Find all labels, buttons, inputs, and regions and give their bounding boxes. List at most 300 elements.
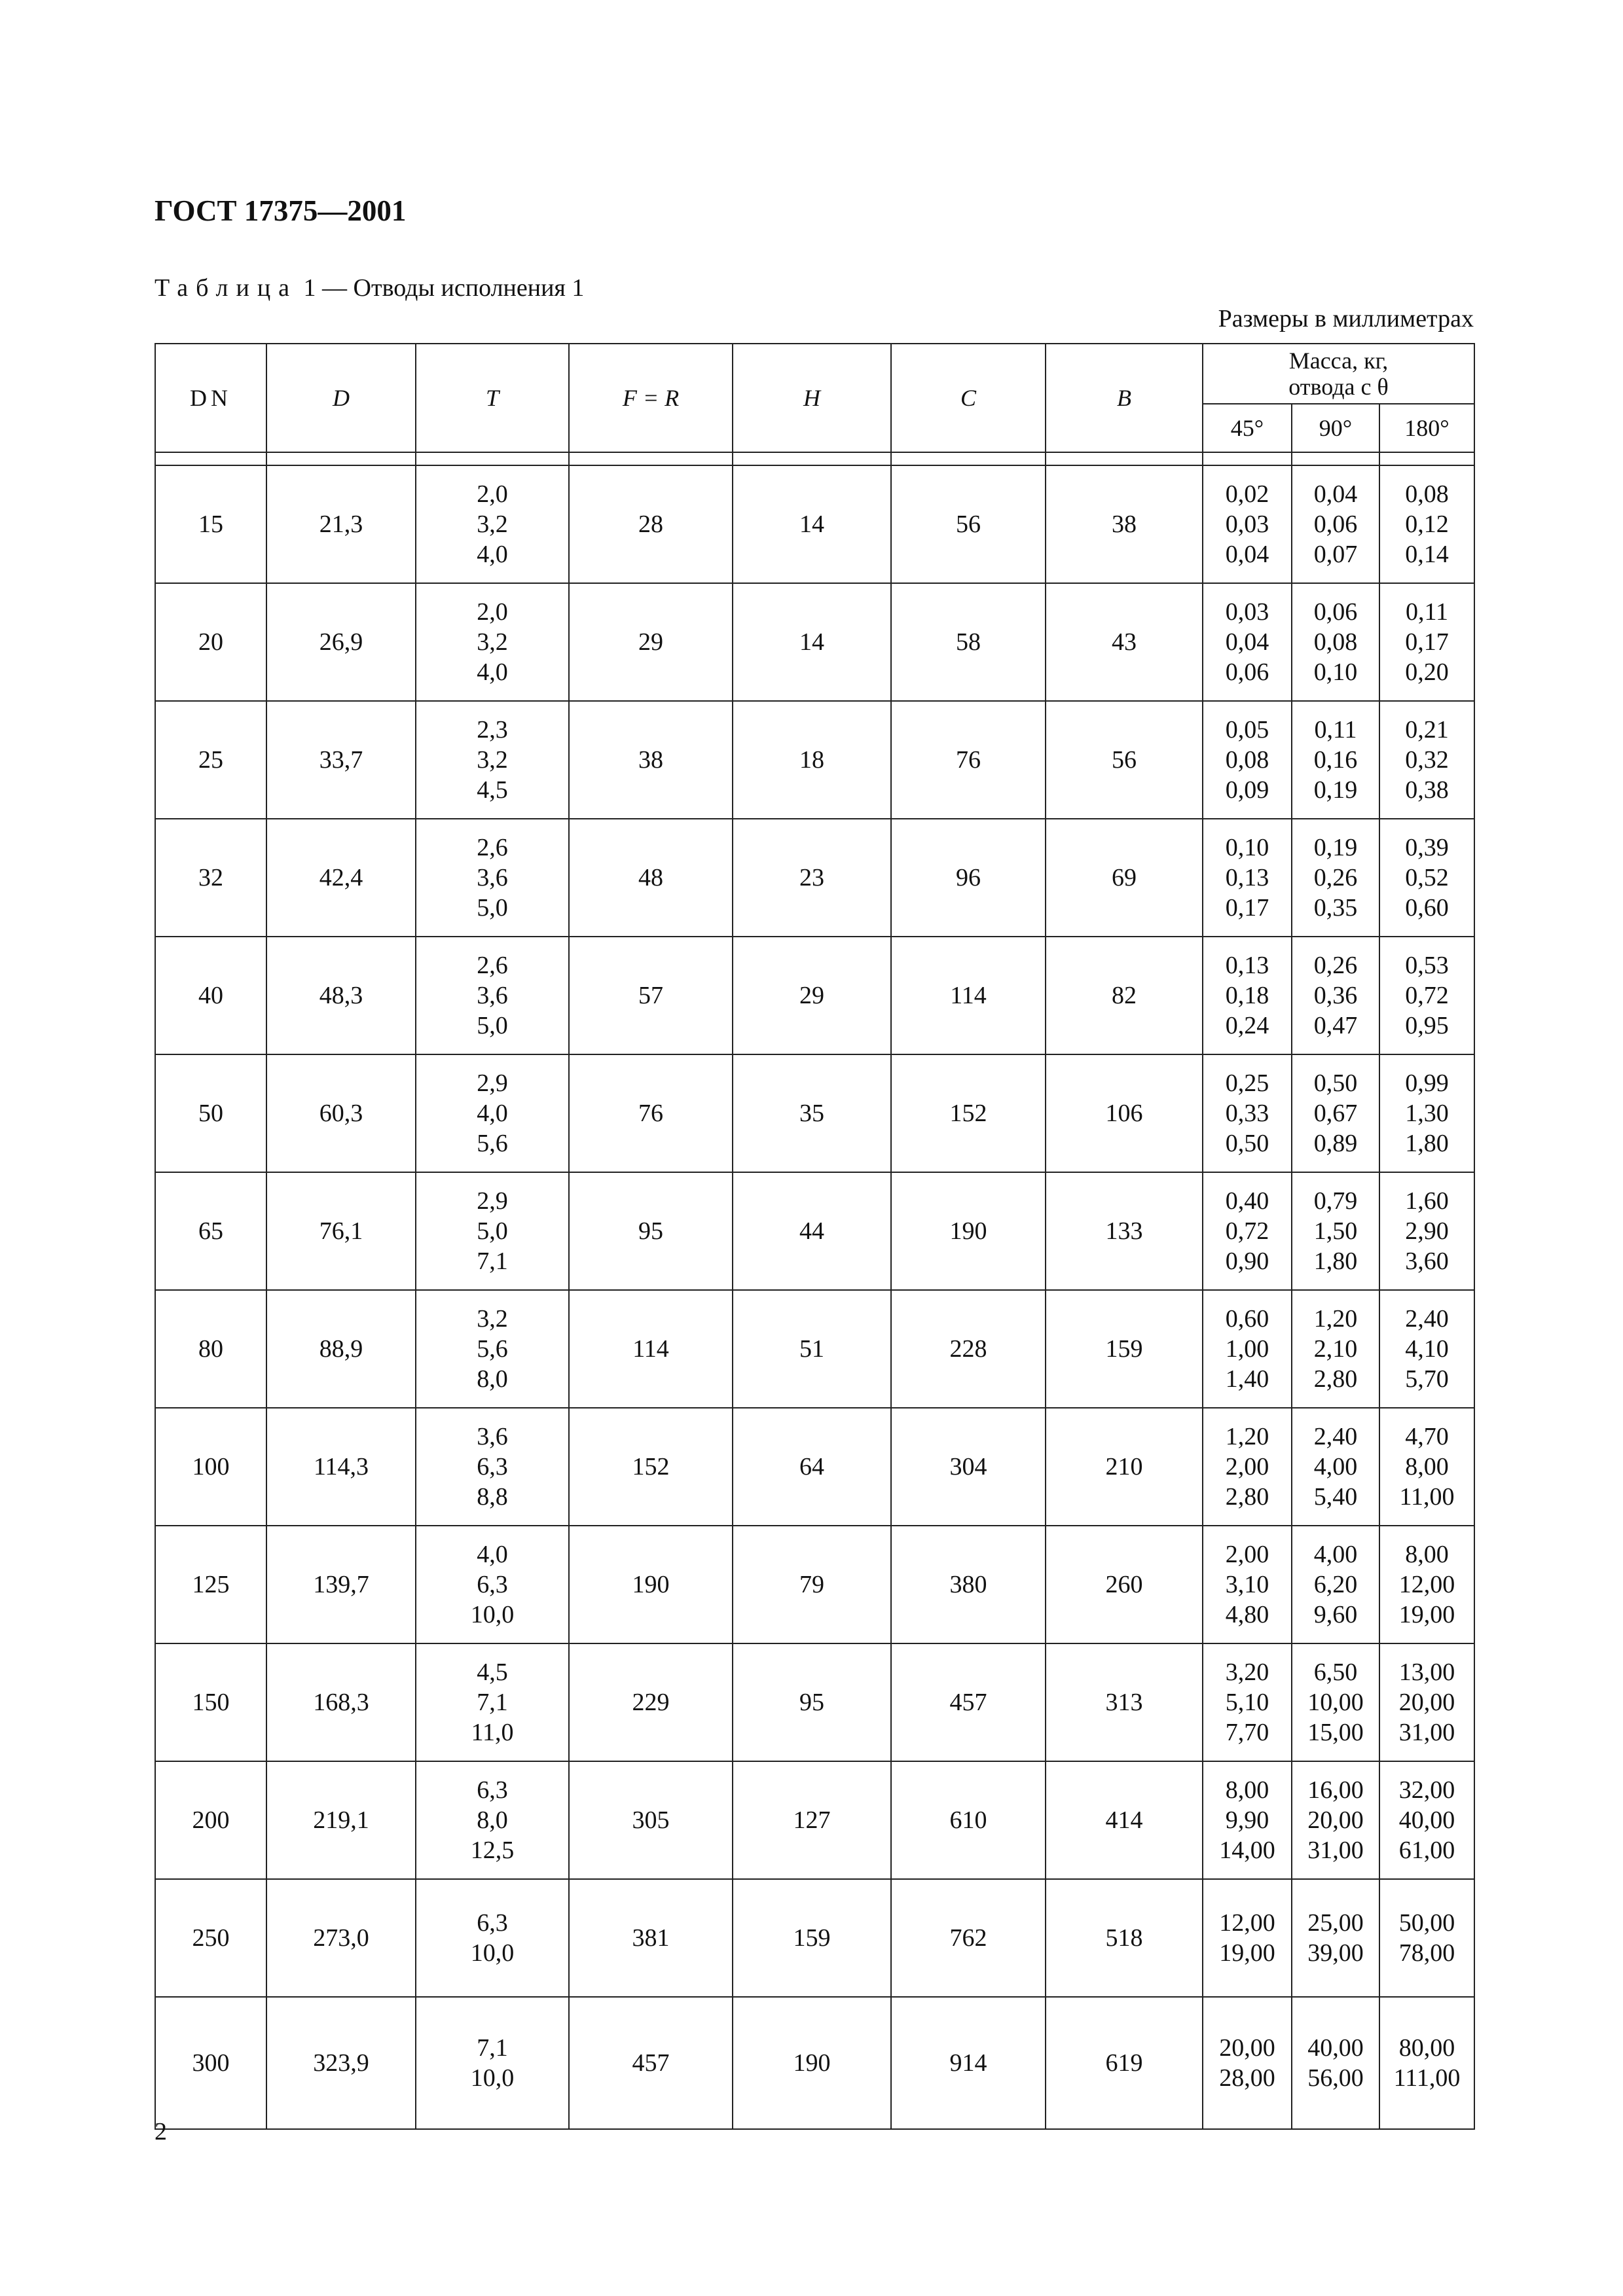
cell-mass-45-value: 0,40	[1225, 1187, 1269, 1215]
cell-b: 56	[1046, 701, 1203, 819]
cell-t-value: 6,3	[477, 1776, 508, 1804]
cell-mass-90-value: 2,40	[1313, 1423, 1358, 1450]
cell-mass-180-value: 4,10	[1405, 1335, 1449, 1363]
table-row	[155, 1643, 1474, 1761]
cell-mass-45-value: 0,50	[1225, 1130, 1269, 1157]
cell-mass-180	[1379, 1761, 1474, 1879]
table-row	[155, 465, 1474, 583]
cell-mass-90-value: 0,06	[1313, 511, 1358, 538]
cell-mass-45-value: 0,72	[1225, 1217, 1269, 1245]
cell-c: 114	[891, 937, 1046, 1054]
cell-mass-45-value: 8,00	[1225, 1776, 1269, 1804]
cell-mass-180-value: 1,60	[1405, 1187, 1449, 1215]
cell-mass-180-value: 0,21	[1405, 716, 1449, 744]
cell-mass-45	[1203, 1172, 1292, 1290]
table-caption-title: 1 — Отводы исполнения 1	[297, 274, 585, 302]
cell-mass-90-value: 0,10	[1313, 658, 1358, 686]
cell-mass-90-value: 4,00	[1313, 1453, 1358, 1480]
cell-b: 210	[1046, 1408, 1203, 1526]
cell-dn: 100	[155, 1408, 266, 1526]
cell-f-r: 305	[569, 1761, 733, 1879]
cell-mass-90-value: 0,26	[1313, 952, 1358, 979]
cell-t	[416, 701, 569, 819]
cell-d: 323,9	[266, 1997, 416, 2129]
cell-h: 29	[733, 937, 891, 1054]
cell-mass-90-value: 0,06	[1313, 598, 1358, 626]
cell-h: 51	[733, 1290, 891, 1408]
cell-h: 64	[733, 1408, 891, 1526]
cell-mass-45-value: 19,00	[1219, 1939, 1275, 1967]
cell-mass-90-value: 0,67	[1313, 1100, 1358, 1127]
cell-h: 23	[733, 819, 891, 937]
cell-mass-45	[1203, 1408, 1292, 1526]
cell-mass-180	[1379, 1408, 1474, 1526]
cell-mass-45-value: 0,03	[1225, 598, 1269, 626]
cell-mass-180-value: 0,12	[1405, 511, 1449, 538]
cell-d: 219,1	[266, 1761, 416, 1879]
cell-f-r: 38	[569, 701, 733, 819]
table-row	[155, 701, 1474, 819]
cell-mass-45-value: 12,00	[1219, 1909, 1275, 1937]
cell-mass-180	[1379, 937, 1474, 1054]
table-row	[155, 1408, 1474, 1526]
cell-t-value: 7,1	[477, 2034, 508, 2062]
cell-mass-180-value: 50,00	[1398, 1909, 1455, 1937]
cell-mass-90-value: 15,00	[1307, 1719, 1364, 1746]
cell-mass-90-value: 2,80	[1313, 1365, 1358, 1393]
cell-f-r: 229	[569, 1643, 733, 1761]
cell-t-value: 3,2	[477, 628, 508, 656]
cell-mass-180-value: 19,00	[1398, 1601, 1455, 1628]
cell-mass-90-value: 6,20	[1313, 1571, 1358, 1598]
cell-t-value: 3,6	[477, 864, 508, 891]
cell-f-r: 381	[569, 1879, 733, 1997]
cell-t-value: 5,0	[477, 1012, 508, 1039]
cell-mass-180-value: 78,00	[1398, 1939, 1455, 1967]
cell-mass-90-value: 5,40	[1313, 1483, 1358, 1511]
cell-mass-180-value: 61,00	[1398, 1837, 1455, 1864]
document-code: ГОСТ 17375—2001	[155, 194, 407, 227]
cell-t-value: 5,6	[477, 1335, 508, 1363]
cell-t-value: 11,0	[471, 1719, 514, 1746]
cell-t-value: 7,1	[477, 1247, 508, 1275]
cell-f-r: 95	[569, 1172, 733, 1290]
cell-dn: 40	[155, 937, 266, 1054]
cell-f-r: 29	[569, 583, 733, 701]
cell-mass-90-value: 25,00	[1307, 1909, 1364, 1937]
cell-h: 79	[733, 1526, 891, 1643]
cell-mass-45	[1203, 1761, 1292, 1879]
cell-f-r: 114	[569, 1290, 733, 1408]
cell-t-value: 8,0	[477, 1806, 508, 1834]
col-header-d: D	[266, 344, 416, 452]
cell-b: 43	[1046, 583, 1203, 701]
cell-mass-45	[1203, 819, 1292, 937]
cell-mass-90	[1292, 465, 1379, 583]
cell-mass-90-value: 0,89	[1313, 1130, 1358, 1157]
cell-t	[416, 1997, 569, 2129]
cell-mass-90-value: 1,50	[1313, 1217, 1358, 1245]
col-header-h: H	[733, 344, 891, 452]
cell-t	[416, 583, 569, 701]
cell-mass-90-value: 40,00	[1307, 2034, 1364, 2062]
cell-mass-90-value: 56,00	[1307, 2064, 1364, 2092]
cell-mass-45-value: 28,00	[1219, 2064, 1275, 2092]
cell-dn: 25	[155, 701, 266, 819]
cell-mass-90-value: 0,19	[1313, 834, 1358, 861]
cell-mass-90-value: 0,07	[1313, 541, 1358, 568]
cell-c: 152	[891, 1054, 1046, 1172]
cell-t-value: 6,3	[477, 1571, 508, 1598]
table-row	[155, 1054, 1474, 1172]
table-row	[155, 1761, 1474, 1879]
cell-f-r: 28	[569, 465, 733, 583]
cell-c: 228	[891, 1290, 1046, 1408]
cell-mass-90	[1292, 583, 1379, 701]
cell-mass-45-value: 1,40	[1225, 1365, 1269, 1393]
cell-t-value: 4,0	[477, 658, 508, 686]
cell-mass-45-value: 0,13	[1225, 864, 1269, 891]
cell-t-value: 3,2	[477, 511, 508, 538]
cell-c: 457	[891, 1643, 1046, 1761]
cell-t-value: 2,9	[477, 1187, 508, 1215]
cell-t-value: 10,0	[470, 1601, 515, 1628]
cell-mass-45-value: 0,17	[1225, 894, 1269, 922]
cell-h: 127	[733, 1761, 891, 1879]
cell-mass-180-value: 13,00	[1398, 1659, 1455, 1686]
table-caption	[155, 274, 584, 302]
cell-mass-45-value: 0,24	[1225, 1012, 1269, 1039]
cell-h: 35	[733, 1054, 891, 1172]
cell-mass-90-value: 1,20	[1313, 1305, 1358, 1333]
cell-t-value: 3,2	[477, 1305, 508, 1333]
cell-mass-45-value: 3,10	[1225, 1571, 1269, 1598]
cell-mass-45-value: 0,09	[1225, 776, 1269, 804]
cell-h: 44	[733, 1172, 891, 1290]
cell-mass-45	[1203, 937, 1292, 1054]
cell-b: 619	[1046, 1997, 1203, 2129]
cell-d: 48,3	[266, 937, 416, 1054]
cell-t-value: 7,1	[477, 1689, 508, 1716]
cell-c: 96	[891, 819, 1046, 937]
cell-c: 56	[891, 465, 1046, 583]
cell-mass-180-value: 0,99	[1405, 1069, 1449, 1097]
cell-mass-45-value: 0,02	[1225, 480, 1269, 508]
cell-mass-90	[1292, 1879, 1379, 1997]
cell-t	[416, 1879, 569, 1997]
table-row	[155, 819, 1474, 937]
cell-h: 14	[733, 583, 891, 701]
cell-mass-45-value: 2,00	[1225, 1453, 1269, 1480]
cell-t	[416, 819, 569, 937]
cell-mass-180	[1379, 1054, 1474, 1172]
cell-mass-180	[1379, 1526, 1474, 1643]
cell-mass-45-value: 0,10	[1225, 834, 1269, 861]
cell-mass-180-value: 0,08	[1405, 480, 1449, 508]
col-header-mass	[1203, 344, 1474, 404]
cell-mass-90	[1292, 1290, 1379, 1408]
cell-f-r: 76	[569, 1054, 733, 1172]
mass-header-line2: отвода с θ	[1288, 374, 1389, 400]
cell-mass-90-value: 0,04	[1313, 480, 1358, 508]
cell-mass-180	[1379, 1290, 1474, 1408]
cell-t	[416, 1172, 569, 1290]
cell-mass-45-value: 0,90	[1225, 1247, 1269, 1275]
cell-dn: 125	[155, 1526, 266, 1643]
cell-mass-180	[1379, 819, 1474, 937]
cell-f-r: 48	[569, 819, 733, 937]
cell-b: 260	[1046, 1526, 1203, 1643]
cell-b: 518	[1046, 1879, 1203, 1997]
cell-dn: 150	[155, 1643, 266, 1761]
table-body	[155, 465, 1474, 2129]
cell-mass-45-value: 0,08	[1225, 746, 1269, 774]
cell-mass-90-value: 0,50	[1313, 1069, 1358, 1097]
cell-dn: 300	[155, 1997, 266, 2129]
cell-mass-90-value: 0,08	[1313, 628, 1358, 656]
cell-mass-180	[1379, 465, 1474, 583]
cell-mass-180-value: 0,72	[1405, 982, 1449, 1009]
cell-b: 69	[1046, 819, 1203, 937]
cell-t-value: 4,5	[477, 1659, 508, 1686]
cell-mass-90-value: 0,16	[1313, 746, 1358, 774]
cell-mass-90-value: 2,10	[1313, 1335, 1358, 1363]
cell-mass-45	[1203, 1997, 1292, 2129]
cell-mass-180-value: 31,00	[1398, 1719, 1455, 1746]
cell-f-r: 57	[569, 937, 733, 1054]
col-header-t: T	[416, 344, 569, 452]
cell-mass-45	[1203, 1526, 1292, 1643]
cell-mass-90	[1292, 819, 1379, 937]
cell-mass-180-value: 0,39	[1405, 834, 1449, 861]
cell-c: 380	[891, 1526, 1046, 1643]
cell-mass-90	[1292, 1526, 1379, 1643]
cell-f-r: 190	[569, 1526, 733, 1643]
col-header-c: C	[891, 344, 1046, 452]
cell-t-value: 12,5	[470, 1837, 515, 1864]
cell-mass-90-value: 16,00	[1307, 1776, 1364, 1804]
cell-t-value: 2,6	[477, 952, 508, 979]
cell-c: 58	[891, 583, 1046, 701]
cell-mass-180-value: 5,70	[1405, 1365, 1449, 1393]
cell-d: 139,7	[266, 1526, 416, 1643]
cell-dn: 250	[155, 1879, 266, 1997]
cell-mass-90	[1292, 1761, 1379, 1879]
cell-d: 114,3	[266, 1408, 416, 1526]
cell-t-value: 2,0	[477, 598, 508, 626]
cell-mass-90-value: 20,00	[1307, 1806, 1364, 1834]
cell-d: 168,3	[266, 1643, 416, 1761]
cell-mass-45-value: 2,00	[1225, 1541, 1269, 1568]
cell-t-value: 6,3	[477, 1453, 508, 1480]
cell-mass-180-value: 2,90	[1405, 1217, 1449, 1245]
cell-mass-180-value: 2,40	[1405, 1305, 1449, 1333]
cell-t-value: 3,6	[477, 982, 508, 1009]
page-number: 2	[155, 2118, 167, 2145]
cell-mass-90-value: 31,00	[1307, 1837, 1364, 1864]
cell-t-value: 6,3	[477, 1909, 508, 1937]
table-row	[155, 1997, 1474, 2129]
cell-t-value: 2,9	[477, 1069, 508, 1097]
cell-dn: 50	[155, 1054, 266, 1172]
cell-t-value: 2,3	[477, 716, 508, 744]
cell-mass-90-value: 0,11	[1314, 716, 1357, 744]
cell-t-value: 10,0	[470, 2064, 515, 2092]
dimensions-table	[155, 343, 1475, 2130]
cell-mass-45	[1203, 465, 1292, 583]
cell-b: 38	[1046, 465, 1203, 583]
cell-mass-90-value: 9,60	[1313, 1601, 1358, 1628]
cell-mass-90-value: 1,80	[1313, 1247, 1358, 1275]
cell-mass-180-value: 0,60	[1405, 894, 1449, 922]
cell-mass-45	[1203, 583, 1292, 701]
cell-dn: 65	[155, 1172, 266, 1290]
cell-h: 190	[733, 1997, 891, 2129]
table-caption-label: Таблица	[155, 274, 298, 302]
cell-t	[416, 465, 569, 583]
cell-mass-90	[1292, 701, 1379, 819]
cell-t	[416, 1761, 569, 1879]
cell-mass-180	[1379, 1879, 1474, 1997]
cell-t-value: 8,8	[477, 1483, 508, 1511]
cell-mass-45	[1203, 1054, 1292, 1172]
cell-d: 273,0	[266, 1879, 416, 1997]
table-row	[155, 1172, 1474, 1290]
cell-d: 76,1	[266, 1172, 416, 1290]
table-row	[155, 1290, 1474, 1408]
cell-mass-180-value: 0,53	[1405, 952, 1449, 979]
cell-mass-45-value: 7,70	[1225, 1719, 1269, 1746]
cell-mass-45	[1203, 1643, 1292, 1761]
cell-mass-180-value: 20,00	[1398, 1689, 1455, 1716]
cell-mass-180-value: 12,00	[1398, 1571, 1455, 1598]
cell-mass-180-value: 32,00	[1398, 1776, 1455, 1804]
table-row	[155, 937, 1474, 1054]
cell-mass-45-value: 0,25	[1225, 1069, 1269, 1097]
cell-mass-90-value: 0,35	[1313, 894, 1358, 922]
cell-t-value: 4,5	[477, 776, 508, 804]
cell-h: 14	[733, 465, 891, 583]
col-header-f-r: F = R	[569, 344, 733, 452]
cell-t-value: 4,0	[477, 1541, 508, 1568]
cell-mass-45-value: 4,80	[1225, 1601, 1269, 1628]
cell-mass-180-value: 111,00	[1393, 2064, 1461, 2092]
cell-b: 106	[1046, 1054, 1203, 1172]
cell-d: 60,3	[266, 1054, 416, 1172]
cell-t-value: 5,0	[477, 894, 508, 922]
cell-mass-45-value: 0,06	[1225, 658, 1269, 686]
cell-mass-90	[1292, 1172, 1379, 1290]
cell-t-value: 10,0	[470, 1939, 515, 1967]
cell-mass-45-value: 1,00	[1225, 1335, 1269, 1363]
cell-dn: 80	[155, 1290, 266, 1408]
cell-mass-180-value: 8,00	[1405, 1453, 1449, 1480]
cell-t	[416, 1643, 569, 1761]
cell-t-value: 4,0	[477, 1100, 508, 1127]
cell-dn: 32	[155, 819, 266, 937]
cell-b: 414	[1046, 1761, 1203, 1879]
cell-t	[416, 937, 569, 1054]
cell-mass-180-value: 0,32	[1405, 746, 1449, 774]
cell-t-value: 8,0	[477, 1365, 508, 1393]
cell-d: 26,9	[266, 583, 416, 701]
cell-mass-90-value: 0,47	[1313, 1012, 1358, 1039]
cell-mass-45-value: 0,03	[1225, 511, 1269, 538]
cell-mass-45	[1203, 701, 1292, 819]
cell-mass-45	[1203, 1879, 1292, 1997]
cell-mass-180-value: 80,00	[1398, 2034, 1455, 2062]
cell-b: 313	[1046, 1643, 1203, 1761]
cell-mass-90	[1292, 1997, 1379, 2129]
cell-b: 159	[1046, 1290, 1203, 1408]
table-row	[155, 583, 1474, 701]
cell-d: 21,3	[266, 465, 416, 583]
cell-mass-180-value: 0,17	[1405, 628, 1449, 656]
cell-dn: 20	[155, 583, 266, 701]
header-spacer-row	[155, 452, 1474, 465]
cell-mass-180	[1379, 1643, 1474, 1761]
cell-t	[416, 1526, 569, 1643]
cell-t	[416, 1054, 569, 1172]
cell-mass-180-value: 0,52	[1405, 864, 1449, 891]
cell-mass-45-value: 5,10	[1225, 1689, 1269, 1716]
cell-t	[416, 1408, 569, 1526]
cell-mass-45-value: 0,05	[1225, 716, 1269, 744]
cell-mass-90-value: 6,50	[1313, 1659, 1358, 1686]
cell-mass-45-value: 0,04	[1225, 628, 1269, 656]
cell-mass-45-value: 14,00	[1219, 1837, 1275, 1864]
cell-t-value: 3,6	[477, 1423, 508, 1450]
mass-header-line1: Масса, кг,	[1288, 348, 1389, 374]
cell-mass-90	[1292, 937, 1379, 1054]
cell-t-value: 2,0	[477, 480, 508, 508]
cell-mass-180-value: 0,95	[1405, 1012, 1449, 1039]
cell-mass-90	[1292, 1054, 1379, 1172]
cell-mass-45-value: 0,33	[1225, 1100, 1269, 1127]
cell-mass-180-value: 0,14	[1405, 541, 1449, 568]
cell-mass-180-value: 3,60	[1405, 1247, 1449, 1275]
cell-mass-45-value: 2,80	[1225, 1483, 1269, 1511]
cell-mass-180	[1379, 1997, 1474, 2129]
cell-mass-90-value: 0,36	[1313, 982, 1358, 1009]
cell-mass-180	[1379, 701, 1474, 819]
cell-mass-180-value: 0,38	[1405, 776, 1449, 804]
units-note: Размеры в миллиметрах	[1218, 305, 1474, 332]
cell-mass-45-value: 0,18	[1225, 982, 1269, 1009]
cell-d: 42,4	[266, 819, 416, 937]
cell-h: 159	[733, 1879, 891, 1997]
cell-mass-45-value: 20,00	[1219, 2034, 1275, 2062]
cell-mass-45	[1203, 1290, 1292, 1408]
cell-t-value: 5,6	[477, 1130, 508, 1157]
cell-d: 33,7	[266, 701, 416, 819]
cell-h: 95	[733, 1643, 891, 1761]
table-row	[155, 1526, 1474, 1643]
col-header-mass-180: 180°	[1379, 404, 1474, 452]
cell-t	[416, 1290, 569, 1408]
table-row	[155, 1879, 1474, 1997]
cell-c: 610	[891, 1761, 1046, 1879]
cell-mass-180-value: 40,00	[1398, 1806, 1455, 1834]
cell-mass-90-value: 0,19	[1313, 776, 1358, 804]
col-header-b: B	[1046, 344, 1203, 452]
col-header-mass-90: 90°	[1292, 404, 1379, 452]
cell-mass-90	[1292, 1408, 1379, 1526]
cell-t-value: 3,2	[477, 746, 508, 774]
cell-t-value: 5,0	[477, 1217, 508, 1245]
cell-mass-90-value: 0,79	[1313, 1187, 1358, 1215]
cell-mass-45-value: 9,90	[1225, 1806, 1269, 1834]
